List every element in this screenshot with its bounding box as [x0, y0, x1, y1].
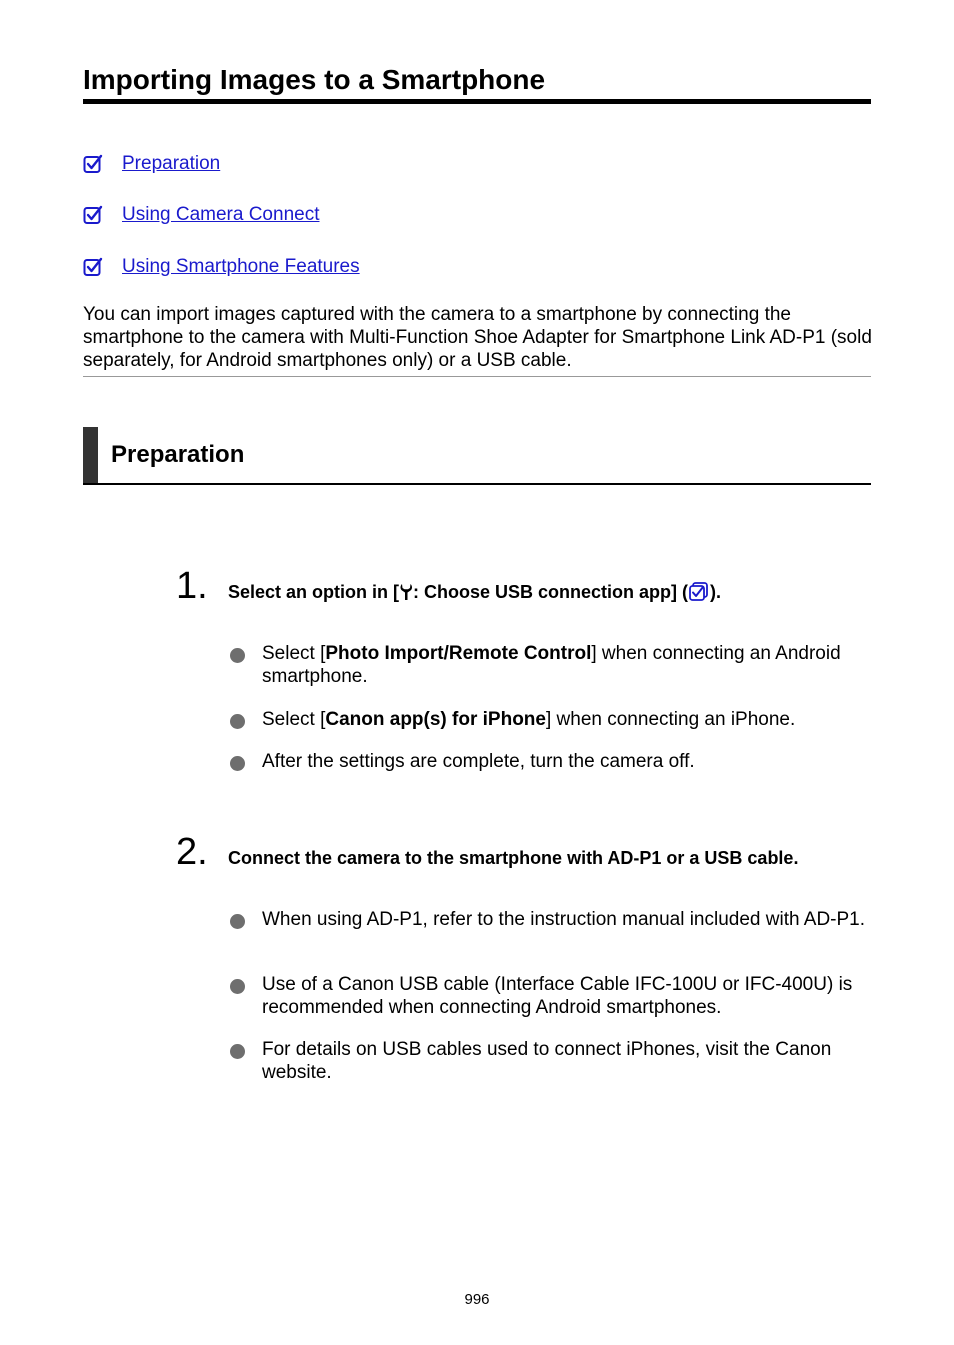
title-rule — [83, 99, 871, 104]
bullet-dot — [230, 756, 245, 771]
bullet-text: ] when connecting an iPhone. — [545, 709, 796, 730]
bullet-bold-text: Canon app(s) for iPhone — [325, 709, 546, 730]
bullet-text: When using AD-P1, refer to the instruction manual included with AD-P1. — [262, 909, 866, 930]
step-instruction — [228, 580, 721, 604]
checkbox-link-icon — [83, 205, 103, 225]
step-text-before: Select an option in [ — [228, 582, 400, 602]
section-title: Preparation — [111, 441, 245, 468]
step-instruction: Connect the camera to the smartphone with AD-P1 or a USB cable. — [228, 848, 799, 868]
intro-divider — [83, 376, 871, 377]
checkbox-link-icon — [83, 154, 103, 174]
intro-paragraph: You can import images captured with the camera to a smartphone by connecting the smartphone to the camera with Multi-Function Shoe Adapter for Smartphone Link AD-P1 (sold separately, for Android smartphones only) or a USB cable. — [83, 304, 872, 371]
step-number: 2. — [176, 831, 208, 873]
bullet-dot — [230, 979, 245, 994]
bullet-dot — [230, 1044, 245, 1059]
section-heading-bar — [83, 427, 98, 484]
checkbox-link-icon — [83, 257, 103, 277]
reference-link-icon[interactable] — [688, 581, 710, 601]
bullet-text: Select [ — [262, 643, 326, 664]
step-text-after: ). — [710, 582, 722, 602]
bullet-text: Select [ — [262, 709, 326, 730]
step-text-middle: : Choose USB connection app] ( — [413, 582, 689, 602]
bullet-dot — [230, 914, 245, 929]
wrench-setup-icon — [399, 583, 413, 601]
bullet-text: ] when connecting an Android smartphone. — [262, 643, 841, 687]
bullet-text: After the settings are complete, turn the camera off. — [262, 751, 695, 772]
bullet-text: For details on USB cables used to connect iPhones, visit the Canon website. — [262, 1039, 832, 1083]
page-title: Importing Images to a Smartphone — [83, 64, 546, 95]
page-number: 996 — [464, 1291, 490, 1308]
toc-link-using-smartphone-features[interactable]: Using Smartphone Features — [122, 256, 360, 277]
bullet-dot — [230, 714, 245, 729]
section-divider — [83, 483, 871, 485]
bullet-dot — [230, 648, 245, 663]
bullet-bold-text: Photo Import/Remote Control — [325, 643, 592, 664]
bullet-text: Use of a Canon USB cable (Interface Cable IFC-100U or IFC-400U) is recommended when connecting Android smartphones. — [262, 974, 853, 1018]
step-number: 1. — [176, 565, 208, 607]
toc-link-using-camera-connect[interactable]: Using Camera Connect — [122, 204, 320, 225]
toc-link-preparation[interactable]: Preparation — [122, 153, 221, 174]
